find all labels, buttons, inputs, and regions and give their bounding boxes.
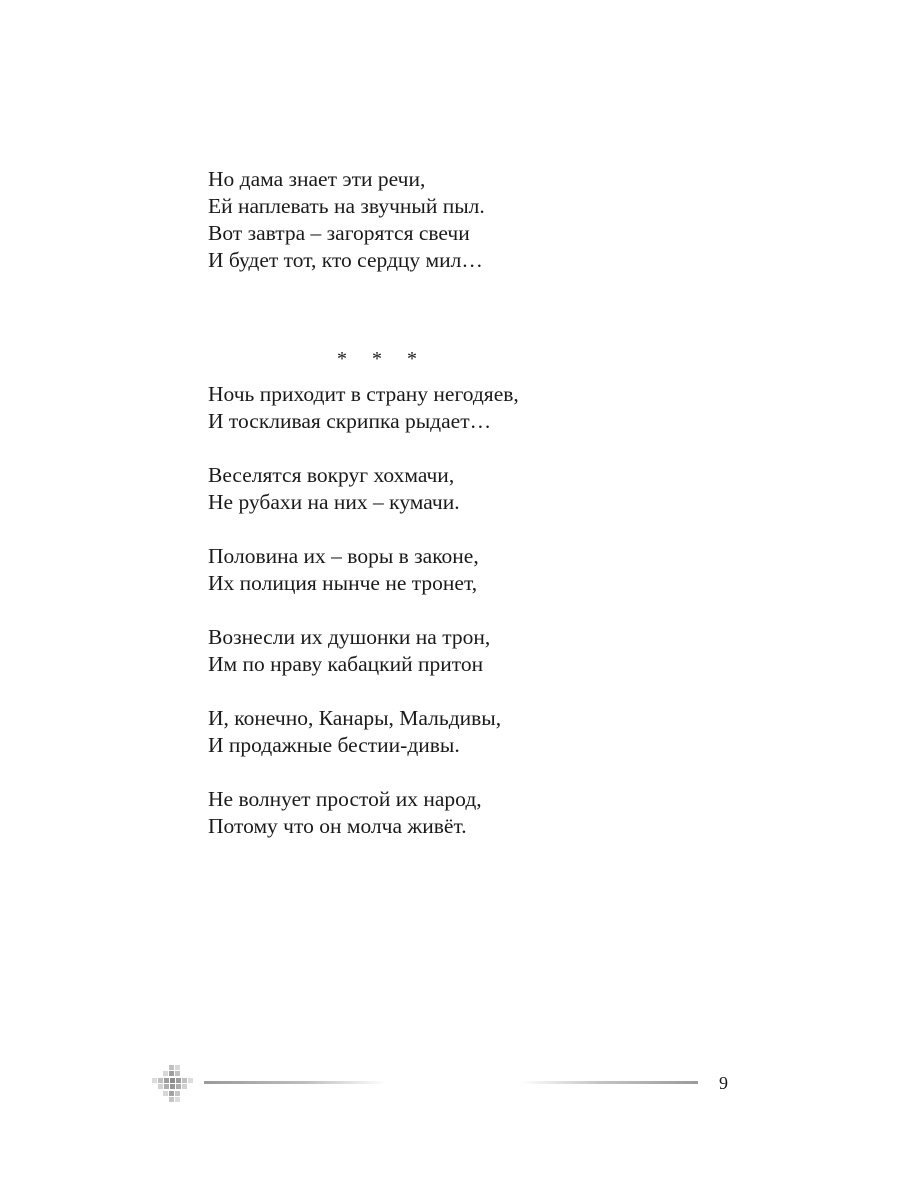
poem-line: Половина их – воры в законе,	[208, 544, 479, 568]
poem-line: Их полиция нынче не тронет,	[208, 571, 478, 595]
poem-body	[208, 381, 519, 840]
poem-line: Не волнует простой их народ,	[208, 787, 482, 811]
stanza	[208, 543, 519, 597]
footer-divider-left	[204, 1081, 386, 1084]
poem-line: Ей наплевать на звучный пыл.	[208, 194, 485, 218]
stanza	[208, 462, 519, 516]
poem-line: Им по нраву кабацкий притон	[208, 652, 484, 676]
top-stanza	[208, 166, 485, 274]
pixel-cross-ornament-icon	[152, 1065, 194, 1103]
poem-line: И, конечно, Канары, Мальдивы,	[208, 706, 502, 730]
poem-line: Вознесли их душонки на трон,	[208, 625, 491, 649]
poem-line: И тоскливая скрипка рыдает…	[208, 409, 492, 433]
stanza	[208, 381, 519, 435]
poem-line: И будет тот, кто сердцу мил…	[208, 248, 483, 272]
page-number: 9	[719, 1073, 728, 1093]
poem-separator: * * *	[337, 348, 427, 370]
poem-line: И продажные бестии-дивы.	[208, 733, 460, 757]
poem-line: Потому что он молча живёт.	[208, 814, 467, 838]
stanza	[208, 624, 519, 678]
stanza	[208, 786, 519, 840]
poem-line: Не рубахи на них – кумачи.	[208, 490, 460, 514]
poem-line: Ночь приходит в страну негодяев,	[208, 382, 519, 406]
poem-line: Веселятся вокруг хохмачи,	[208, 463, 455, 487]
stanza	[208, 705, 519, 759]
poem-line: Но дама знает эти речи,	[208, 167, 426, 191]
footer-divider-right	[520, 1081, 698, 1084]
poem-line: Вот завтра – загорятся свечи	[208, 221, 470, 245]
